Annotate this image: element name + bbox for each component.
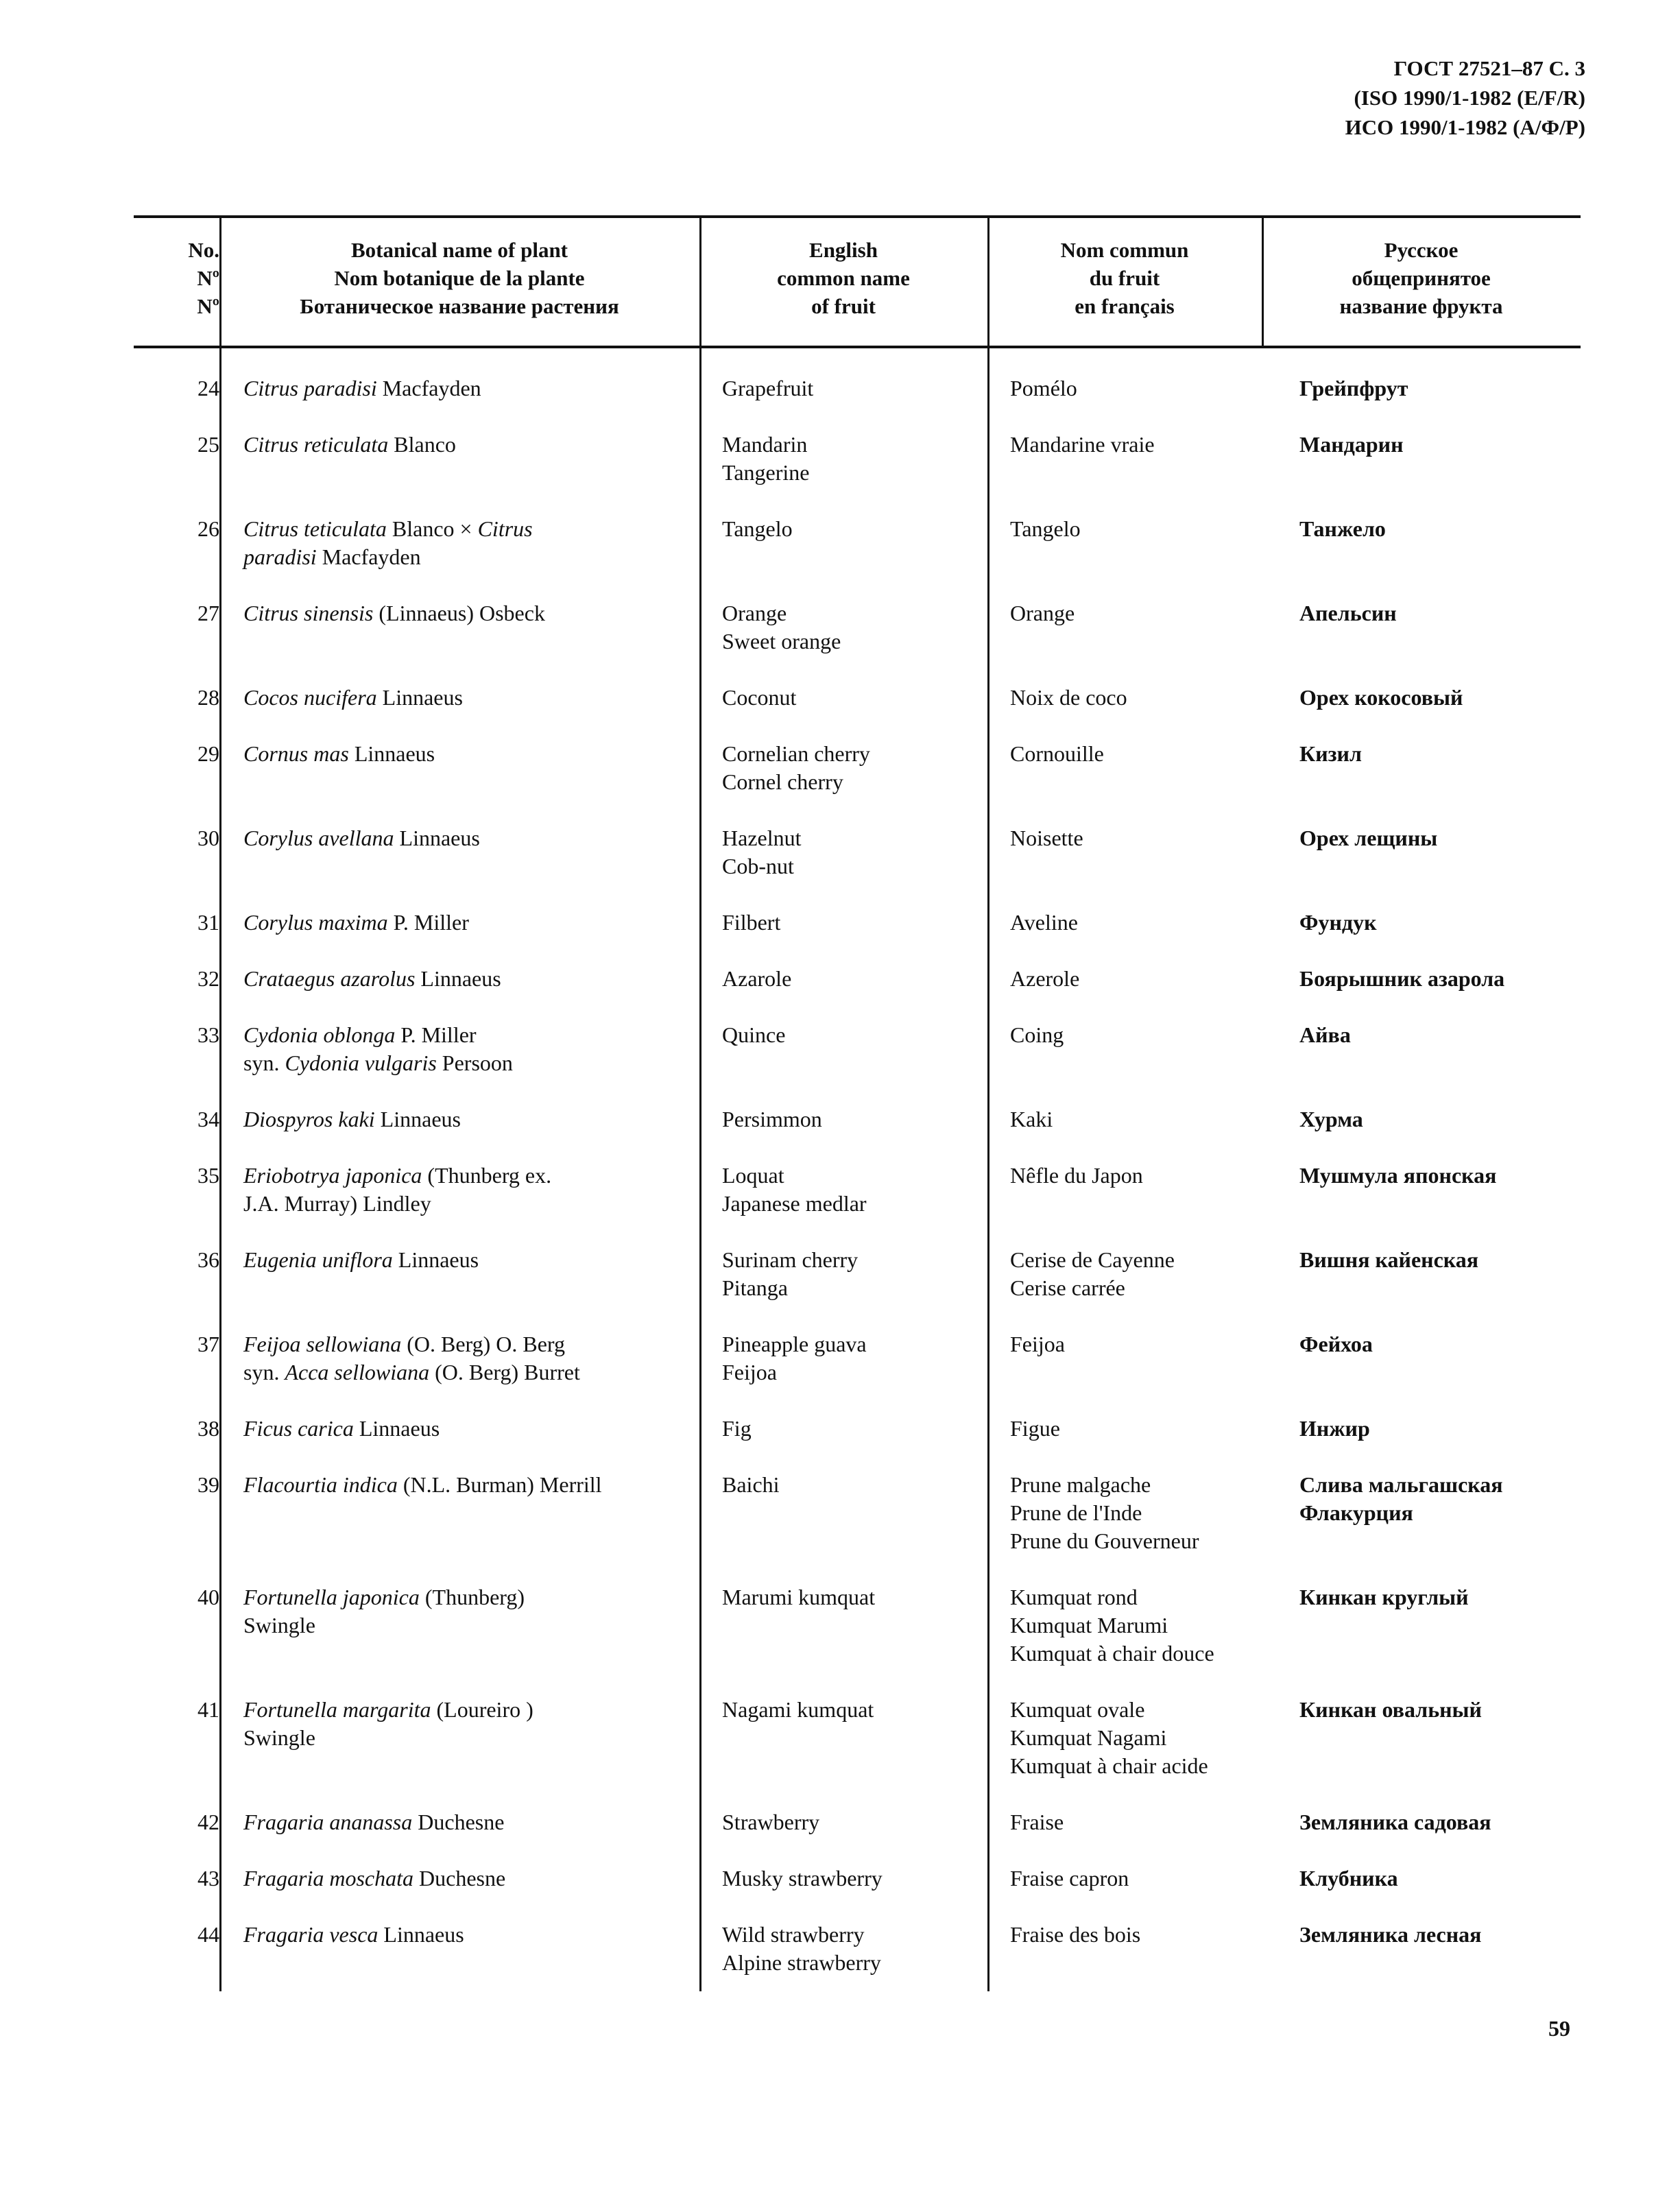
french-name-line: Kumquat à chair acide: [1010, 1753, 1208, 1778]
english-name: [722, 1583, 996, 1611]
french-name: [1010, 1808, 1284, 1836]
english-name: [722, 374, 996, 403]
french-name: [1010, 1162, 1284, 1190]
english-name-line: Pineapple guava: [722, 1332, 867, 1356]
botanical-name-line: [243, 1105, 696, 1133]
header-text: Nº: [197, 294, 219, 318]
botanical-name: [243, 909, 696, 937]
species-name: Eriobotrya japonica: [243, 1163, 422, 1188]
row-number: 41: [197, 1697, 219, 1722]
species-name: Ficus carica: [243, 1416, 354, 1441]
french-name-line: Cornouille: [1010, 741, 1104, 766]
english-name: [722, 1246, 996, 1302]
header-text: Nom botanique de la plante: [334, 266, 585, 290]
russian-name: [1299, 684, 1581, 712]
table-header-rule: [134, 346, 1581, 348]
botanical-name-line: [243, 965, 696, 993]
french-name: [1010, 1696, 1284, 1780]
french-name: [1010, 1246, 1284, 1302]
column-divider: [219, 215, 221, 1991]
english-name-line: Cob-nut: [722, 854, 794, 878]
russian-name: [1299, 1808, 1581, 1836]
russian-name: [1299, 1415, 1581, 1443]
french-name: [1010, 1921, 1284, 1949]
russian-name-line: Мушмула японская: [1299, 1163, 1497, 1188]
english-name-line: Loquat: [722, 1163, 784, 1188]
table-top-rule: [134, 215, 1581, 218]
row-number: 30: [197, 826, 219, 850]
botanical-name-line: [243, 824, 696, 852]
russian-name-line: Мандарин: [1299, 432, 1404, 457]
english-name-line: Wild strawberry: [722, 1922, 865, 1947]
header-iso-line: (ISO 1990/1-1982 (E/F/R): [1354, 86, 1585, 110]
row-number: 38: [197, 1416, 219, 1441]
french-name-line: Coing: [1010, 1022, 1064, 1047]
author-text: (Linnaeus) Osbeck: [373, 601, 545, 625]
botanical-name-line: [243, 374, 696, 403]
english-name-line: Coconut: [722, 685, 797, 710]
french-name-line: Feijoa: [1010, 1332, 1065, 1356]
russian-name-line: Танжело: [1299, 516, 1386, 541]
english-name-line: Azarole: [722, 966, 792, 991]
author-text: Blanco ×: [386, 516, 478, 541]
french-name-line: Fraise des bois: [1010, 1922, 1141, 1947]
french-name-line: Prune du Gouverneur: [1010, 1528, 1199, 1553]
botanical-name: [243, 1696, 696, 1752]
russian-name: [1299, 1162, 1581, 1190]
russian-name-line: Айва: [1299, 1022, 1351, 1047]
row-number: 28: [197, 685, 219, 710]
botanical-name-line: [243, 1696, 696, 1724]
column-header-french: [987, 236, 1262, 320]
russian-name-line: Слива мальгашская: [1299, 1472, 1503, 1497]
row-number: 35: [197, 1163, 219, 1188]
french-name: [1010, 431, 1284, 459]
english-name-line: Fig: [722, 1416, 752, 1441]
french-name-line: Figue: [1010, 1416, 1060, 1441]
species-name: Cocos nucifera: [243, 685, 377, 710]
botanical-name: [243, 684, 696, 712]
header-text: of fruit: [811, 294, 876, 318]
russian-name-line: Вишня кайенская: [1299, 1247, 1479, 1272]
french-name: [1010, 1864, 1284, 1893]
species-name: Eugenia uniflora: [243, 1247, 393, 1272]
russian-name: [1299, 1471, 1581, 1527]
header-text: common name: [777, 266, 910, 290]
species-name: Cornus mas: [243, 741, 349, 766]
english-name: [722, 1415, 996, 1443]
russian-name-line: Орех лещины: [1299, 826, 1438, 850]
french-name: [1010, 515, 1284, 543]
author-text: Duchesne: [413, 1866, 506, 1891]
russian-name: [1299, 1583, 1581, 1611]
botanical-name: [243, 1808, 696, 1836]
english-name-line: Persimmon: [722, 1107, 822, 1131]
author-text: (Thunberg): [419, 1585, 525, 1609]
russian-name-line: Орех кокосовый: [1299, 685, 1463, 710]
species-name: Citrus: [477, 516, 533, 541]
english-name: [722, 1808, 996, 1836]
row-number: 25: [197, 432, 219, 457]
english-name-line: Cornelian cherry: [722, 741, 870, 766]
russian-name: [1299, 374, 1581, 403]
french-name-line: Mandarine vraie: [1010, 432, 1155, 457]
species-name: Fragaria ananassa: [243, 1810, 413, 1834]
english-name-line: Cornel cherry: [722, 769, 843, 794]
russian-name: [1299, 909, 1581, 937]
species-name: Citrus teticulata: [243, 516, 387, 541]
species-name: Feijoa sellowiana: [243, 1332, 402, 1356]
english-name-line: Orange: [722, 601, 787, 625]
botanical-name: [243, 965, 696, 993]
author-text: Macfayden: [376, 376, 481, 400]
english-name: [722, 909, 996, 937]
russian-name-line: Кинкан овальный: [1299, 1697, 1482, 1722]
english-name-line: Filbert: [722, 910, 781, 935]
russian-name-line: Земляника садовая: [1299, 1810, 1491, 1834]
french-name-line: Noisette: [1010, 826, 1083, 850]
row-number: 26: [197, 516, 219, 541]
header-text: en français: [1075, 294, 1175, 318]
french-name-line: Azerole: [1010, 966, 1080, 991]
french-name: [1010, 1021, 1284, 1049]
author-text: P. Miller: [395, 1022, 477, 1047]
header-text: общепринятое: [1352, 266, 1491, 290]
english-name: [722, 1864, 996, 1893]
russian-name-line: Кинкан круглый: [1299, 1585, 1469, 1609]
french-name-line: Noix de coco: [1010, 685, 1127, 710]
header-text: название фрукта: [1339, 294, 1503, 318]
botanical-name-line: [243, 1246, 696, 1274]
species-name: Acca sellowiana: [285, 1360, 430, 1384]
species-name: Fragaria vesca: [243, 1922, 379, 1947]
column-header-botanical: [219, 236, 699, 320]
russian-name: [1299, 740, 1581, 768]
botanical-name: [243, 515, 696, 571]
english-name: [722, 431, 996, 487]
english-name-line: Hazelnut: [722, 826, 802, 850]
column-divider: [1262, 215, 1264, 346]
russian-name-line: Флакурция: [1299, 1500, 1413, 1525]
botanical-name: [243, 1864, 696, 1893]
author-text: Persoon: [436, 1051, 513, 1075]
english-name: [722, 1162, 996, 1218]
english-name-line: Nagami kumquat: [722, 1697, 874, 1722]
author-text: (Thunberg ex: [422, 1163, 547, 1188]
english-name-line: Alpine strawberry: [722, 1950, 881, 1975]
botanical-name-line: [243, 1049, 696, 1077]
french-name: [1010, 740, 1284, 768]
author-text: syn.: [243, 1360, 285, 1384]
botanical-name-line: [243, 1864, 696, 1893]
english-name: [722, 824, 996, 880]
botanical-name-line: [243, 909, 696, 937]
french-name: [1010, 1583, 1284, 1668]
author-text: Linnaeus: [374, 1107, 461, 1131]
author-text: Linnaeus: [348, 741, 435, 766]
header-text: No.: [188, 238, 219, 262]
english-name: [722, 740, 996, 796]
french-name-line: Fraise capron: [1010, 1866, 1129, 1891]
row-number: 24: [197, 376, 219, 400]
botanical-name-line: [243, 1021, 696, 1049]
header-text: Nº: [197, 266, 219, 290]
french-name-line: Aveline: [1010, 910, 1078, 935]
botanical-name: [243, 374, 696, 403]
header-gost-line: ГОСТ 27521–87 С. 3: [1393, 56, 1585, 80]
row-number: 44: [197, 1922, 219, 1947]
species-name: Crataegus azarolus: [243, 966, 416, 991]
species-name: Cydonia oblonga: [243, 1022, 396, 1047]
botanical-name-line: [243, 740, 696, 768]
row-number: 32: [197, 966, 219, 991]
botanical-name: [243, 740, 696, 768]
english-name: [722, 684, 996, 712]
english-name-line: Mandarin: [722, 432, 808, 457]
french-name-line: Prune malgache: [1010, 1472, 1151, 1497]
french-name-line: Orange: [1010, 601, 1075, 625]
botanical-name: [243, 1105, 696, 1133]
botanical-name-line: [243, 599, 696, 627]
row-number: 37: [197, 1332, 219, 1356]
french-name-line: Nêfle du Japon: [1010, 1163, 1143, 1188]
table-header: [134, 236, 1581, 339]
russian-name: [1299, 1864, 1581, 1893]
russian-name-line: Клубника: [1299, 1866, 1398, 1891]
french-name-line: Prune de l'Inde: [1010, 1500, 1142, 1525]
author-text: J.A. Murray) Lindley: [243, 1191, 431, 1216]
russian-name: [1299, 1696, 1581, 1724]
french-name-line: Tangelo: [1010, 516, 1081, 541]
botanical-name-line: [243, 431, 696, 459]
author-text: (O. Berg) Burret: [429, 1360, 580, 1384]
french-name: [1010, 1471, 1284, 1555]
botanical-name-line: [243, 1808, 696, 1836]
russian-name-line: Фундук: [1299, 910, 1377, 935]
english-name: [722, 1330, 996, 1387]
russian-name-line: Фейхоа: [1299, 1332, 1373, 1356]
column-header-no: [134, 236, 219, 320]
header-text: du fruit: [1089, 266, 1160, 290]
french-name-line: Kumquat rond: [1010, 1585, 1138, 1609]
russian-name-line: Земляника лесная: [1299, 1922, 1482, 1947]
french-name-line: Cerise carrée: [1010, 1275, 1125, 1300]
author-text: Linnaeus: [415, 966, 501, 991]
french-name: [1010, 824, 1284, 852]
french-name: [1010, 909, 1284, 937]
botanical-name-line: [243, 1415, 696, 1443]
header-iso-ru-line: ИСО 1990/1-1982 (А/Ф/Р): [1345, 115, 1585, 139]
column-header-russian: [1262, 236, 1581, 320]
botanical-name: [243, 1021, 696, 1077]
french-name-line: Kaki: [1010, 1107, 1053, 1131]
botanical-name-line: [243, 543, 696, 571]
author-text: Linnaeus: [376, 685, 463, 710]
botanical-name-line: [243, 515, 696, 543]
header-text: Nom commun: [1060, 238, 1189, 262]
header-text: Ботаническое название растения: [300, 294, 619, 318]
french-name-line: Kumquat à chair douce: [1010, 1641, 1214, 1666]
russian-name: [1299, 431, 1581, 459]
species-name: Corylus maxima: [243, 910, 388, 935]
botanical-name: [243, 1415, 696, 1443]
row-number: 39: [197, 1472, 219, 1497]
french-name-line: Kumquat Marumi: [1010, 1613, 1168, 1637]
species-name: Fragaria moschata: [243, 1866, 413, 1891]
french-name: [1010, 684, 1284, 712]
botanical-name-line: [243, 1471, 696, 1499]
header-text: Русское: [1384, 238, 1459, 262]
russian-name: [1299, 965, 1581, 993]
row-number: 27: [197, 601, 219, 625]
author-text: syn.: [243, 1051, 285, 1075]
russian-name: [1299, 1105, 1581, 1133]
english-name-line: Grapefruit: [722, 376, 814, 400]
species-name: Citrus reticulata: [243, 432, 389, 457]
botanical-name: [243, 1330, 696, 1387]
author-text: (N.L. Burman) Merrill: [397, 1472, 602, 1497]
botanical-name: [243, 1246, 696, 1274]
row-number: 34: [197, 1107, 219, 1131]
botanical-name-line: [243, 1330, 696, 1358]
russian-name: [1299, 1921, 1581, 1949]
author-text: Swingle: [243, 1725, 315, 1750]
english-name: [722, 1471, 996, 1499]
english-name-line: Tangelo: [722, 516, 793, 541]
author-text: P. Miller: [387, 910, 469, 935]
english-name: [722, 1021, 996, 1049]
english-name-line: Strawberry: [722, 1810, 820, 1834]
botanical-name: [243, 1471, 696, 1499]
species-name: Diospyros kaki: [243, 1107, 375, 1131]
species-name: Fortunella margarita: [243, 1697, 431, 1722]
russian-name: [1299, 1246, 1581, 1274]
botanical-name: [243, 1921, 696, 1949]
english-name-line: Feijoa: [722, 1360, 777, 1384]
botanical-name-line: [243, 684, 696, 712]
species-name: Citrus sinensis: [243, 601, 374, 625]
species-name: Corylus avellana: [243, 826, 394, 850]
english-name-line: Pitanga: [722, 1275, 788, 1300]
russian-name-line: Хурма: [1299, 1107, 1363, 1131]
french-name: [1010, 1415, 1284, 1443]
english-name: [722, 515, 996, 543]
author-text: Linnaeus: [353, 1416, 440, 1441]
russian-name: [1299, 515, 1581, 543]
author-text: Blanco: [388, 432, 456, 457]
botanical-name-line: [243, 1921, 696, 1949]
english-name-line: Surinam cherry: [722, 1247, 859, 1272]
french-name-line: Kumquat Nagami: [1010, 1725, 1167, 1750]
row-number: 43: [197, 1866, 219, 1891]
species-name: Fortunella japonica: [243, 1585, 420, 1609]
botanical-name: [243, 1583, 696, 1640]
english-name-line: Baichi: [722, 1472, 780, 1497]
english-name-line: Quince: [722, 1022, 786, 1047]
document-header: [1345, 53, 1585, 142]
species-name: Citrus paradisi: [243, 376, 377, 400]
botanical-name-line: [243, 1611, 696, 1640]
author-text: Macfayden: [316, 544, 421, 569]
column-divider: [699, 215, 701, 1991]
author-text: Linnaeus: [378, 1922, 464, 1947]
english-name-line: Marumi kumquat: [722, 1585, 876, 1609]
english-name-line: Sweet orange: [722, 629, 841, 653]
french-name: [1010, 965, 1284, 993]
russian-name-line: Апельсин: [1299, 601, 1397, 625]
french-name: [1010, 599, 1284, 627]
row-number: 31: [197, 910, 219, 935]
row-number: 33: [197, 1022, 219, 1047]
english-name-line: Musky strawberry: [722, 1866, 883, 1891]
english-name: [722, 1696, 996, 1724]
header-text: Botanical name of plant: [350, 238, 568, 262]
page-number: 59: [1548, 2016, 1570, 2041]
author-text: Swingle: [243, 1613, 315, 1637]
column-header-english: [699, 236, 987, 320]
species-name: Cydonia vulgaris: [285, 1051, 437, 1075]
botanical-name-line: [243, 1190, 696, 1218]
russian-name-line: Боярышник азарола: [1299, 966, 1505, 991]
species-name: Flacourtia indica: [243, 1472, 398, 1497]
botanical-name: [243, 431, 696, 459]
russian-name: [1299, 599, 1581, 627]
russian-name-line: Инжир: [1299, 1416, 1370, 1441]
english-name-line: Japanese medlar: [722, 1191, 867, 1216]
species-name: paradisi: [243, 544, 317, 569]
botanical-name-line: [243, 1724, 696, 1752]
botanical-name: [243, 824, 696, 852]
botanical-name-line: [243, 1162, 696, 1190]
author-text: Linnaeus: [392, 1247, 479, 1272]
french-name-line: Cerise de Cayenne: [1010, 1247, 1175, 1272]
botanical-name-line: [243, 1358, 696, 1387]
french-name: [1010, 1105, 1284, 1133]
author-text: (Loureiro ): [431, 1697, 533, 1722]
french-name-line: Pomélo: [1010, 376, 1077, 400]
english-name: [722, 599, 996, 656]
russian-name: [1299, 1330, 1581, 1358]
french-name: [1010, 1330, 1284, 1358]
row-number: 36: [197, 1247, 219, 1272]
row-number: 42: [197, 1810, 219, 1834]
english-name: [722, 1105, 996, 1133]
header-text: English: [809, 238, 878, 262]
english-name: [722, 1921, 996, 1977]
botanical-name: [243, 599, 696, 627]
botanical-name-line: [243, 1583, 696, 1611]
author-text: (O. Berg) O. Berg: [401, 1332, 565, 1356]
russian-name-line: Грейпфрут: [1299, 376, 1408, 400]
russian-name: [1299, 824, 1581, 852]
russian-name: [1299, 1021, 1581, 1049]
author-text: Linnaeus: [394, 826, 480, 850]
author-text: .: [546, 1163, 552, 1188]
english-name-line: Tangerine: [722, 460, 810, 485]
botanical-name: [243, 1162, 696, 1218]
row-number: 29: [197, 741, 219, 766]
french-name-line: Fraise: [1010, 1810, 1064, 1834]
russian-name-line: Кизил: [1299, 741, 1362, 766]
french-name: [1010, 374, 1284, 403]
author-text: Duchesne: [412, 1810, 505, 1834]
english-name: [722, 965, 996, 993]
row-number: 40: [197, 1585, 219, 1609]
french-name-line: Kumquat ovale: [1010, 1697, 1145, 1722]
